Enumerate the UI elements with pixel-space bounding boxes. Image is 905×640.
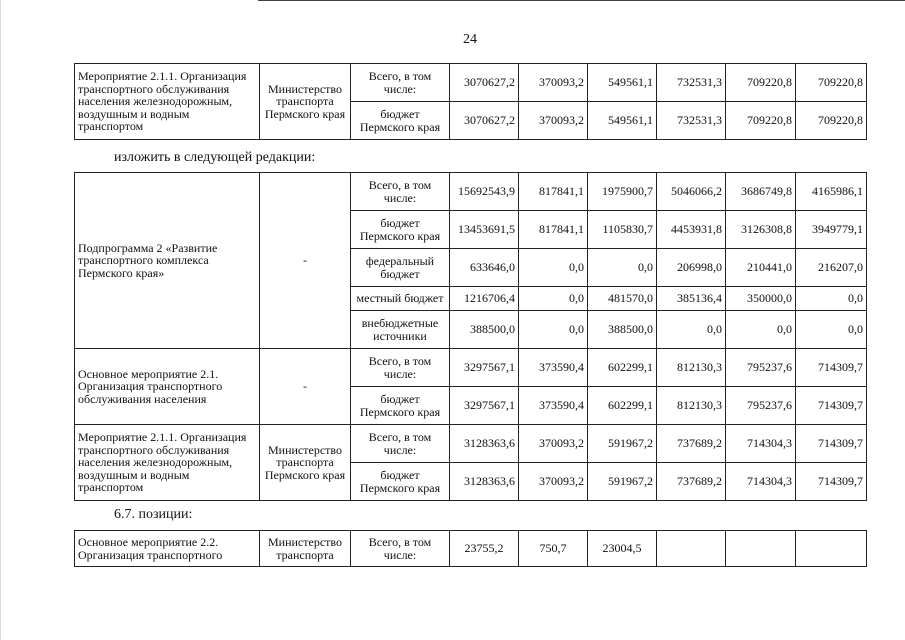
value-cell: [726, 531, 796, 567]
funding-source-cell: бюджет Пермского края: [351, 102, 450, 140]
value-cell: 3070627,2: [450, 102, 519, 140]
value-cell: 3128363,6: [450, 425, 519, 463]
funding-source-cell: Всего, в том числе:: [351, 425, 450, 463]
value-cell: 709220,8: [726, 64, 796, 102]
funding-source-cell: федеральный бюджет: [351, 249, 450, 287]
funding-source-cell: бюджет Пермского края: [351, 211, 450, 249]
value-cell: 210441,0: [726, 249, 796, 287]
page-edge: [0, 0, 1, 640]
value-cell: 0,0: [796, 311, 867, 349]
funding-source-cell: Всего, в том числе:: [351, 349, 450, 387]
value-cell: 714309,7: [796, 425, 867, 463]
value-cell: 549561,1: [588, 64, 657, 102]
funding-source-cell: местный бюджет: [351, 287, 450, 311]
value-cell: 4453931,8: [657, 211, 726, 249]
funding-source-cell: Всего, в том числе:: [351, 173, 450, 211]
table-row: [75, 64, 867, 102]
value-cell: 370093,2: [519, 463, 588, 501]
funding-source-cell: Всего, в том числе:: [351, 64, 450, 102]
item-name-cell: Мероприятие 2.1.1. Организация транспортного обслуживания населения железнодорожным, воздушным и водным транспортом: [75, 425, 260, 501]
value-cell: [796, 531, 867, 567]
value-cell: 1216706,4: [450, 287, 519, 311]
funding-source-cell: бюджет Пермского края: [351, 463, 450, 501]
value-cell: 23755,2: [450, 531, 519, 567]
table-row: [75, 425, 867, 463]
instruction-text-1: изложить в следующей редакции:: [114, 150, 316, 165]
responsible-cell: -: [260, 173, 351, 349]
value-cell: 549561,1: [588, 102, 657, 140]
value-cell: 602299,1: [588, 349, 657, 387]
value-cell: 385136,4: [657, 287, 726, 311]
funding-source-cell: внебюджетные источники: [351, 311, 450, 349]
value-cell: 13453691,5: [450, 211, 519, 249]
value-cell: 15692543,9: [450, 173, 519, 211]
item-name-cell: Подпрограмма 2 «Развитие транспортного комплекса Пермского края»: [75, 173, 260, 349]
value-cell: 812130,3: [657, 387, 726, 425]
value-cell: 5046066,2: [657, 173, 726, 211]
value-cell: 0,0: [519, 249, 588, 287]
value-cell: 388500,0: [450, 311, 519, 349]
value-cell: 350000,0: [726, 287, 796, 311]
funding-source-cell: бюджет Пермского края: [351, 387, 450, 425]
value-cell: 0,0: [519, 287, 588, 311]
value-cell: 0,0: [726, 311, 796, 349]
value-cell: 709220,8: [726, 102, 796, 140]
responsible-cell: Министерство транспорта Пермского края: [260, 425, 351, 501]
table-row: [75, 349, 867, 387]
value-cell: 714309,7: [796, 349, 867, 387]
value-cell: 1975900,7: [588, 173, 657, 211]
responsible-cell: Министерство транспорта: [260, 531, 351, 567]
value-cell: 3126308,8: [726, 211, 796, 249]
value-cell: 602299,1: [588, 387, 657, 425]
value-cell: 3128363,6: [450, 463, 519, 501]
value-cell: 737689,2: [657, 463, 726, 501]
value-cell: 3297567,1: [450, 349, 519, 387]
funding-source-cell: Всего, в том числе:: [351, 531, 450, 567]
value-cell: 3686749,8: [726, 173, 796, 211]
table-row: [75, 531, 867, 567]
value-cell: 714304,3: [726, 425, 796, 463]
page-number: 24: [463, 32, 477, 47]
value-cell: 714309,7: [796, 387, 867, 425]
value-cell: 3949779,1: [796, 211, 867, 249]
value-cell: 370093,2: [519, 102, 588, 140]
table-new-edition: [74, 172, 867, 501]
value-cell: 633646,0: [450, 249, 519, 287]
value-cell: 709220,8: [796, 64, 867, 102]
value-cell: 591967,2: [588, 425, 657, 463]
value-cell: 0,0: [588, 249, 657, 287]
value-cell: 737689,2: [657, 425, 726, 463]
value-cell: 795237,6: [726, 349, 796, 387]
value-cell: 216207,0: [796, 249, 867, 287]
value-cell: 1105830,7: [588, 211, 657, 249]
value-cell: 206998,0: [657, 249, 726, 287]
value-cell: 591967,2: [588, 463, 657, 501]
instruction-text-2: 6.7. позиции:: [114, 507, 193, 522]
value-cell: 709220,8: [796, 102, 867, 140]
value-cell: 0,0: [519, 311, 588, 349]
value-cell: 817841,1: [519, 211, 588, 249]
value-cell: 714309,7: [796, 463, 867, 501]
value-cell: 732531,3: [657, 64, 726, 102]
value-cell: 3297567,1: [450, 387, 519, 425]
value-cell: 370093,2: [519, 425, 588, 463]
value-cell: 481570,0: [588, 287, 657, 311]
value-cell: 750,7: [519, 531, 588, 567]
value-cell: 388500,0: [588, 311, 657, 349]
value-cell: 4165986,1: [796, 173, 867, 211]
value-cell: 0,0: [657, 311, 726, 349]
value-cell: 373590,4: [519, 387, 588, 425]
item-name-cell: Основное мероприятие 2.2. Организация транспортного: [75, 531, 260, 567]
responsible-cell: -: [260, 349, 351, 425]
table-row: [75, 173, 867, 211]
header-rule: [258, 0, 905, 1]
value-cell: [657, 531, 726, 567]
value-cell: 370093,2: [519, 64, 588, 102]
table-original-measure: [74, 63, 867, 140]
value-cell: 732531,3: [657, 102, 726, 140]
value-cell: 714304,3: [726, 463, 796, 501]
value-cell: 0,0: [796, 287, 867, 311]
value-cell: 23004,5: [588, 531, 657, 567]
item-name-cell: Основное мероприятие 2.1. Организация транспортного обслуживания населения: [75, 349, 260, 425]
value-cell: 817841,1: [519, 173, 588, 211]
value-cell: 3070627,2: [450, 64, 519, 102]
value-cell: 373590,4: [519, 349, 588, 387]
table-positions: [74, 530, 867, 567]
value-cell: 812130,3: [657, 349, 726, 387]
item-name-cell: Мероприятие 2.1.1. Организация транспортного обслуживания населения железнодорожным, воздушным и водным транспортом: [75, 64, 260, 140]
responsible-cell: Министерство транспорта Пермского края: [260, 64, 351, 140]
value-cell: 795237,6: [726, 387, 796, 425]
